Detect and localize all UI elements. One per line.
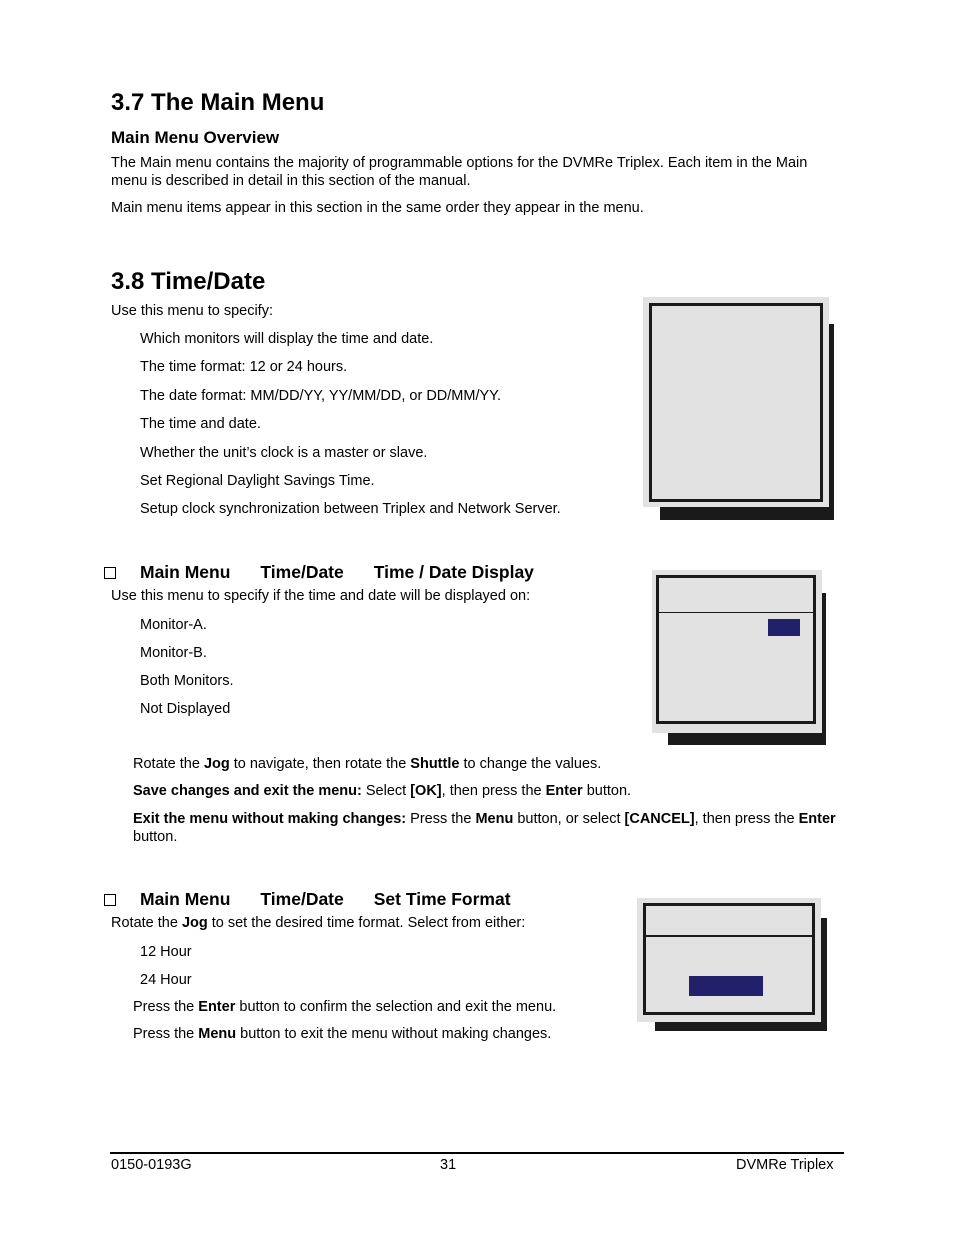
screen-frame <box>656 575 816 724</box>
format-intro: Rotate the Jog to set the desired time format. Select from either: <box>111 915 526 931</box>
screen-frame <box>643 903 815 1015</box>
breadcrumb <box>104 889 511 910</box>
list-item: Not Displayed <box>140 701 231 717</box>
list-item: Setup clock synchronization between Triplex and Network Server. <box>140 501 561 517</box>
menu-instruction: Press the Menu button to exit the menu without making changes. <box>133 1026 552 1042</box>
breadcrumb-item: Time / Date Display <box>373 562 534 582</box>
list-item: The time and date. <box>140 416 261 432</box>
main-menu-paragraph-1: The Main menu contains the majority of programmable options for the DVMRe Triplex. Each item in the Main menu is described in detail in this section of the manual. <box>111 155 808 189</box>
enter-instruction: Press the Enter button to confirm the selection and exit the menu. <box>133 999 557 1015</box>
list-item: 12 Hour <box>140 944 192 960</box>
list-item: Monitor-B. <box>140 645 207 661</box>
footer-product-name: DVMRe Triplex <box>736 1157 834 1173</box>
time-date-intro: Use this menu to specify: <box>111 303 273 319</box>
selected-value-highlight <box>768 619 800 636</box>
list-item: Monitor-A. <box>140 617 207 633</box>
footer-rule <box>110 1152 844 1154</box>
list-item: Both Monitors. <box>140 673 234 689</box>
subtitle-main-menu-overview: Main Menu Overview <box>111 128 280 147</box>
save-instruction: Save changes and exit the menu: Select [OK], then press the Enter button. <box>133 783 632 799</box>
breadcrumb-item: Time/Date <box>260 562 344 582</box>
section-title-time-date: 3.8 Time/Date <box>111 268 266 295</box>
list-item: The time format: 12 or 24 hours. <box>140 359 348 375</box>
breadcrumb-item: Main Menu <box>140 562 231 582</box>
breadcrumb-item: Main Menu <box>140 889 231 909</box>
checkbox-bullet-icon <box>104 894 116 906</box>
breadcrumb-item: Set Time Format <box>373 889 511 909</box>
screen-divider <box>643 935 815 937</box>
display-intro: Use this menu to specify if the time and date will be displayed on: <box>111 588 531 604</box>
list-item: Which monitors will display the time and date. <box>140 331 434 347</box>
footer-page-number: 31 <box>440 1157 457 1173</box>
checkbox-bullet-icon <box>104 567 116 579</box>
list-item: Whether the unit’s clock is a master or slave. <box>140 445 428 461</box>
selected-option-highlight <box>689 976 763 996</box>
list-item: 24 Hour <box>140 972 192 988</box>
nav-instruction: Rotate the Jog to navigate, then rotate the Shuttle to change the values. <box>133 756 602 772</box>
exit-instruction: Exit the menu without making changes: Press the Menu button, or select [CANCEL], then press the Enter button. <box>133 811 836 845</box>
footer-doc-number: 0150-0193G <box>111 1157 192 1173</box>
list-item: The date format: MM/DD/YY, YY/MM/DD, or DD/MM/YY. <box>140 388 501 404</box>
list-item: Set Regional Daylight Savings Time. <box>140 473 375 489</box>
breadcrumb-item: Time/Date <box>260 889 344 909</box>
screen-divider <box>656 612 816 613</box>
main-menu-paragraph-2: Main menu items appear in this section in the same order they appear in the menu. <box>111 200 644 216</box>
section-title-main-menu: 3.7 The Main Menu <box>111 89 325 116</box>
screen-frame <box>649 303 823 502</box>
breadcrumb <box>104 562 534 583</box>
